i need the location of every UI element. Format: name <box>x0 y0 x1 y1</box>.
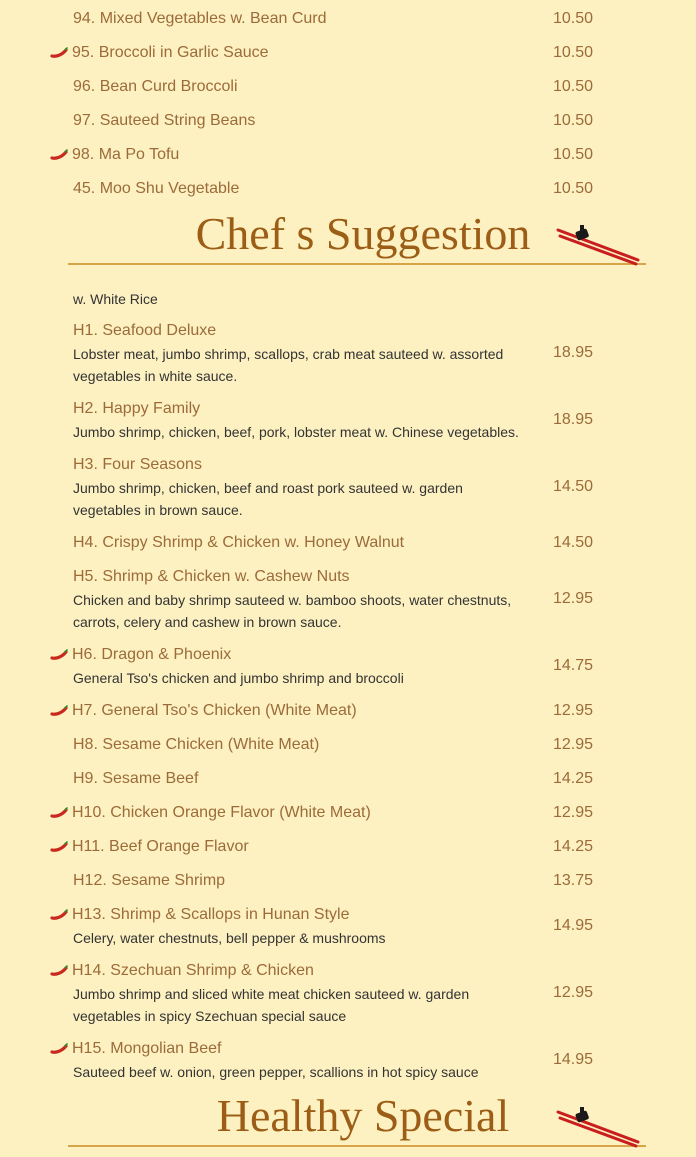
item-name: 45. Moo Shu Vegetable <box>73 180 240 197</box>
item-name: 97. Sauteed String Beans <box>73 112 256 129</box>
item-price: 14.95 <box>553 1051 594 1068</box>
item-description: Jumbo shrimp and sliced white meat chicken sauteed w. garden vegetables in spicy Szechuan special sauce <box>73 986 470 1024</box>
item-name: H13. Shrimp & Scallops in Hunan Style <box>72 906 350 923</box>
item-description: Sauteed beef w. onion, green pepper, scallions in hot spicy sauce <box>73 1064 479 1080</box>
section-title-healthy-special: Healthy Special <box>216 1090 510 1141</box>
item-price: 14.50 <box>553 534 594 551</box>
item-description: Jumbo shrimp, chicken, beef, pork, lobster meat w. Chinese vegetables. <box>73 424 519 440</box>
item-price: 18.95 <box>553 411 594 428</box>
item-name: H6. Dragon & Phoenix <box>72 646 232 663</box>
item-price: 14.50 <box>553 478 594 495</box>
item-name: H14. Szechuan Shrimp & Chicken <box>72 962 314 979</box>
item-description: Chicken and baby shrimp sauteed w. bamboo shoots, water chestnuts, carrots, celery and cashew in brown sauce. <box>73 592 512 630</box>
item-name: 96. Bean Curd Broccoli <box>73 78 238 95</box>
chili-pepper-icon <box>50 649 68 661</box>
item-price: 12.95 <box>553 984 594 1001</box>
item-price: 18.95 <box>553 344 594 361</box>
item-name: H10. Chicken Orange Flavor (White Meat) <box>72 804 371 821</box>
item-description: Celery, water chestnuts, bell pepper & mushrooms <box>73 930 386 946</box>
chili-pepper-icon <box>50 1043 68 1055</box>
item-price: 10.50 <box>553 180 594 197</box>
item-name: 95. Broccoli in Garlic Sauce <box>72 44 269 61</box>
item-name: H2. Happy Family <box>73 400 201 417</box>
item-price: 12.95 <box>553 804 594 821</box>
chopsticks-icon <box>556 224 642 266</box>
item-name: H9. Sesame Beef <box>73 770 199 787</box>
chili-pepper-icon <box>50 807 68 819</box>
item-price: 12.95 <box>553 702 594 719</box>
chopsticks-icon <box>556 1106 642 1148</box>
chili-pepper-icon <box>50 47 68 59</box>
chili-pepper-icon <box>50 965 68 977</box>
item-price: 10.50 <box>553 78 594 95</box>
chili-pepper-icon <box>50 841 68 853</box>
item-description: General Tso's chicken and jumbo shrimp and broccoli <box>73 670 404 686</box>
item-name: H11. Beef Orange Flavor <box>72 838 249 855</box>
item-name: H3. Four Seasons <box>73 456 202 473</box>
item-price: 10.50 <box>553 44 594 61</box>
chili-pepper-icon <box>50 909 68 921</box>
item-description: Lobster meat, jumbo shrimp, scallops, crab meat sauteed w. assorted vegetables in white sauce. <box>73 346 504 384</box>
item-name: H15. Mongolian Beef <box>72 1040 222 1057</box>
item-price: 12.95 <box>553 590 594 607</box>
item-description: Jumbo shrimp, chicken, beef and roast pork sauteed w. garden vegetables in brown sauce. <box>73 480 463 518</box>
section-title-chefs-suggestion: Chef s Suggestion <box>195 208 531 259</box>
item-name: H8. Sesame Chicken (White Meat) <box>73 736 320 753</box>
item-price: 13.75 <box>553 872 594 889</box>
item-name: H5. Shrimp & Chicken w. Cashew Nuts <box>73 568 350 585</box>
item-name: H4. Crispy Shrimp & Chicken w. Honey Walnut <box>73 534 405 551</box>
item-price: 14.75 <box>553 657 594 674</box>
item-price: 10.50 <box>553 146 594 163</box>
item-price: 10.50 <box>553 112 594 129</box>
item-price: 10.50 <box>553 10 594 27</box>
item-name: H7. General Tso's Chicken (White Meat) <box>72 702 357 719</box>
item-name: H12. Sesame Shrimp <box>73 872 226 889</box>
item-name: 94. Mixed Vegetables w. Bean Curd <box>73 10 327 27</box>
item-name: H1. Seafood Deluxe <box>73 322 217 339</box>
item-price: 12.95 <box>553 736 594 753</box>
chili-pepper-icon <box>50 149 68 161</box>
item-price: 14.25 <box>553 770 594 787</box>
item-name: 98. Ma Po Tofu <box>72 146 180 163</box>
item-price: 14.95 <box>553 917 594 934</box>
chili-pepper-icon <box>50 705 68 717</box>
item-price: 14.25 <box>553 838 594 855</box>
section-note: w. White Rice <box>73 291 158 307</box>
